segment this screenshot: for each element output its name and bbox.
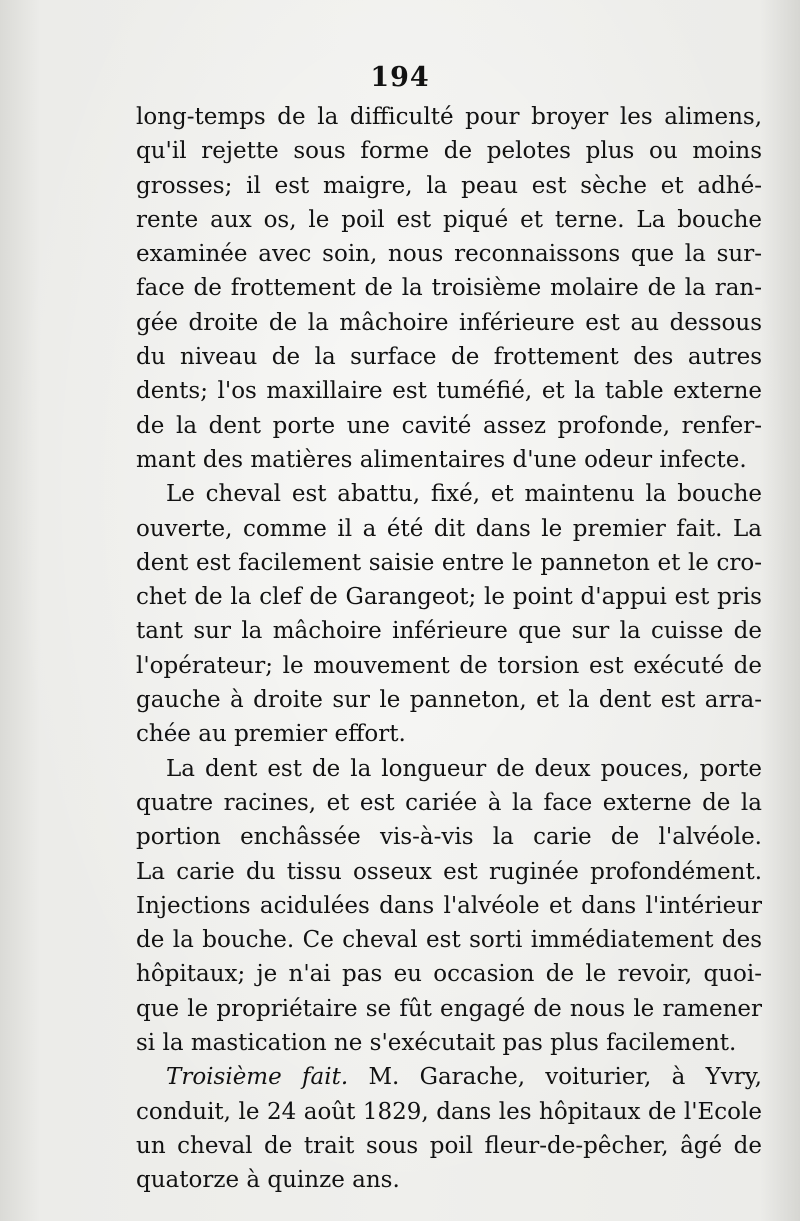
text-line: hôpitaux; je n'ai pas eu occasion de le revoir, quoi- xyxy=(136,961,762,988)
text-line: conduit, le 24 août 1829, dans les hôpitaux de l'Ecole xyxy=(136,1098,762,1125)
text-line: dents; l'os maxillaire est tuméfié, et la table externe xyxy=(136,378,762,405)
text-line: l'opérateur; le mouvement de torsion est exécuté de xyxy=(136,652,762,679)
text-line: grosses; il est maigre, la peau est sèche et adhé- xyxy=(136,172,762,199)
text-line: long-temps de la difficulté pour broyer les alimens, xyxy=(136,104,762,130)
text-line: de la bouche. Ce cheval est sorti immédiatement des xyxy=(136,927,762,954)
text-line: si la mastication ne s'exécutait pas plus facilement. xyxy=(136,1030,737,1057)
text-line: quatorze à quinze ans. xyxy=(136,1167,400,1194)
paragraph-first-line xyxy=(136,1060,762,1094)
text-line: quatre racines, et est cariée à la face externe de la xyxy=(136,789,762,816)
text-line: qu'il rejette sous forme de pelotes plus ou moins xyxy=(136,138,762,165)
text-line: ouverte, comme il a été dit dans le premier fait. La xyxy=(136,515,762,542)
paragraph-first-line: Le cheval est abattu, fixé, et maintenu la bouche xyxy=(166,481,762,508)
body-text xyxy=(136,100,762,1198)
text-line: gée droite de la mâchoire inférieure est au dessous xyxy=(136,309,762,336)
text-line: mant des matières alimentaires d'une odeur infecte. xyxy=(136,446,747,473)
text-line: Injections acidulées dans l'alvéole et dans l'intérieur xyxy=(136,892,762,919)
text-line: rente aux os, le poil est piqué et terne. La bouche xyxy=(136,206,762,233)
text-line: face de frottement de la troisième molaire de la ran- xyxy=(136,275,762,302)
text-line: de la dent porte une cavité assez profonde, renfer- xyxy=(136,412,762,439)
text-line: portion enchâssée vis-à-vis la carie de l'alvéole. xyxy=(136,824,762,851)
text-line: que le propriétaire se fût engagé de nous le ramener xyxy=(136,995,762,1022)
text-line: gauche à droite sur le panneton, et la dent est arra- xyxy=(136,687,762,714)
text-line-rest: M. Garache, voiturier, à Yvry, xyxy=(348,1064,762,1091)
text-line: du niveau de la surface de frottement des autres xyxy=(136,344,762,371)
page-number: 194 xyxy=(370,62,430,93)
text-line: dent est facilement saisie entre le panneton et le cro- xyxy=(136,549,762,576)
section-heading-italic: Troisième fait. xyxy=(166,1064,349,1091)
text-line: tant sur la mâchoire inférieure que sur la cuisse de xyxy=(136,618,762,645)
text-line: La carie du tissu osseux est ruginée profondément. xyxy=(136,858,762,885)
paragraph-first-line: La dent est de la longueur de deux pouces, porte xyxy=(166,755,762,782)
text-line: chet de la clef de Garangeot; le point d'appui est pris xyxy=(136,584,762,611)
text-line: chée au premier effort. xyxy=(136,721,406,748)
text-line: examinée avec soin, nous reconnaissons que la sur- xyxy=(136,241,762,268)
text-line: un cheval de trait sous poil fleur-de-pêcher, âgé de xyxy=(136,1132,762,1159)
